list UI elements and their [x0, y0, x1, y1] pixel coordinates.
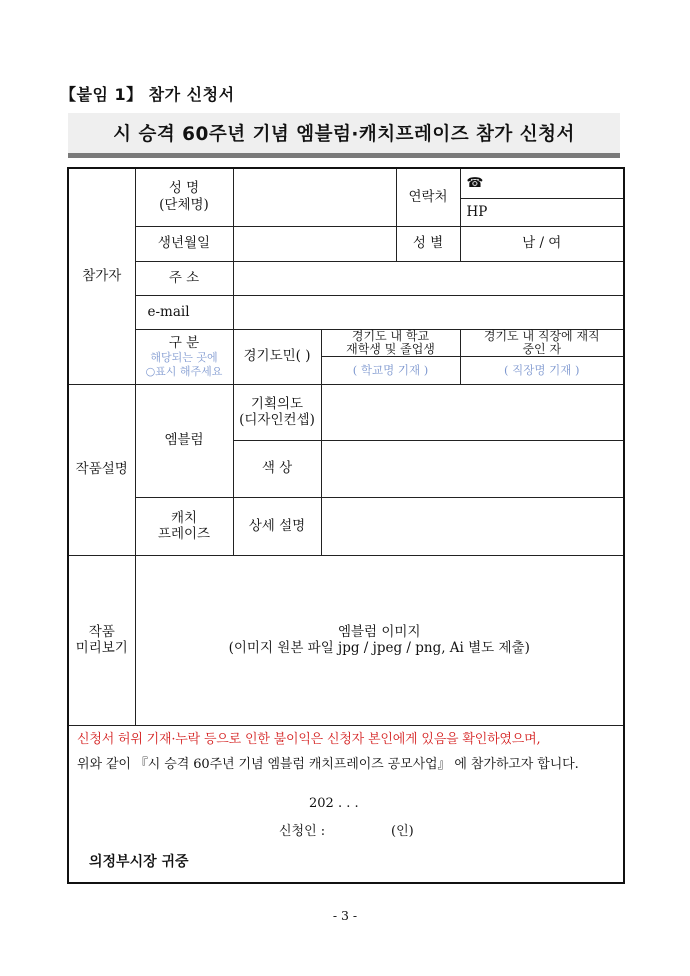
name-sub-label: (단체명) [159, 197, 209, 214]
hp-input-cell[interactable] [460, 198, 624, 226]
applicant-signature-label: 신청인 : [279, 823, 326, 839]
birth-label: 생년월일 [135, 226, 233, 261]
job-line-1: 경기도 내 직장에 재직 [483, 328, 600, 343]
category-label: 구 분 [168, 334, 200, 351]
declaration-warning: 신청서 허위 기재·누락 등으로 인한 불이익은 신청자 본인에게 있음을 확인하였으며, [77, 731, 541, 747]
school-name-input[interactable]: ( 학교명 기재 ) [321, 356, 460, 384]
recipient-label: 의정부시장 귀중 [89, 853, 189, 870]
preview-label-2: 미리보기 [75, 640, 128, 657]
declaration-cell [68, 725, 624, 883]
contact-label: 연락처 [396, 168, 460, 226]
name-input-cell[interactable] [233, 168, 396, 226]
preview-label-1: 작품 [88, 623, 115, 640]
school-line-1: 경기도 내 학교 [351, 328, 430, 343]
category-hint-2: ○표시 해주세요 [145, 365, 223, 379]
plan-label-cell [233, 384, 321, 440]
name-label-cell [135, 168, 233, 226]
application-form-table [67, 167, 625, 884]
category-hint-1: 해당되는 곳에 [150, 351, 218, 365]
birth-input-cell[interactable] [233, 226, 396, 261]
phone-icon: ☎ [466, 174, 484, 191]
work-section-label: 작품설명 [68, 384, 135, 555]
plan-input-cell[interactable] [321, 384, 624, 440]
page-number: - 3 - [332, 908, 358, 923]
address-input-cell[interactable] [233, 261, 624, 295]
image-note: (이미지 원본 파일 jpg / jpeg / png, Ai 별도 제출) [228, 640, 530, 657]
gender-label: 성 별 [396, 226, 460, 261]
name-label: 성 명 [168, 180, 200, 197]
detail-label: 상세 설명 [233, 497, 321, 555]
school-option-label [321, 329, 460, 356]
workplace-name-input[interactable]: ( 직장명 기재 ) [460, 356, 624, 384]
declaration-statement: 위와 같이 『시 승격 60주년 기념 엠블럼 캐치프레이즈 공모사업』 에 참가하고자 합니다. [77, 756, 579, 772]
school-line-2: 재학생 및 졸업생 [346, 341, 435, 356]
applicant-section-label: 참가자 [68, 168, 135, 384]
resident-option[interactable]: 경기도민( ) [233, 329, 321, 384]
image-label: 엠블럼 이미지 [337, 623, 421, 640]
form-title-box [68, 113, 620, 158]
attachment-heading: 【붙임 1】 참가 신청서 [60, 85, 235, 104]
hp-label: HP [466, 203, 488, 220]
color-input-cell[interactable] [321, 440, 624, 497]
color-label: 색 상 [233, 440, 321, 497]
declaration-date[interactable]: 202 . . . [309, 795, 359, 811]
job-option-label [460, 329, 624, 356]
catchphrase-label-1: 캐치 [170, 509, 198, 526]
address-label: 주 소 [135, 261, 233, 295]
gender-options[interactable]: 남 / 여 [460, 226, 624, 261]
phone-input-cell[interactable] [460, 168, 624, 198]
detail-input-cell[interactable] [321, 497, 624, 555]
plan-label: 기획의도 [250, 395, 304, 412]
plan-sub-label: (디자인컨셉) [239, 412, 315, 429]
preview-section-label [68, 555, 135, 725]
catchphrase-label-cell [135, 497, 233, 555]
email-input-cell[interactable] [233, 295, 624, 329]
category-label-cell [135, 329, 233, 384]
seal-mark[interactable]: (인) [391, 823, 414, 839]
email-label: e-mail [135, 295, 233, 329]
catchphrase-label-2: 프레이즈 [157, 526, 211, 543]
emblem-image-area[interactable] [135, 555, 624, 725]
form-title: 시 승격 60주년 기념 엠블럼·캐치프레이즈 참가 신청서 [113, 124, 575, 145]
job-line-2: 중인 자 [522, 341, 562, 356]
emblem-label: 엠블럼 [135, 384, 233, 497]
